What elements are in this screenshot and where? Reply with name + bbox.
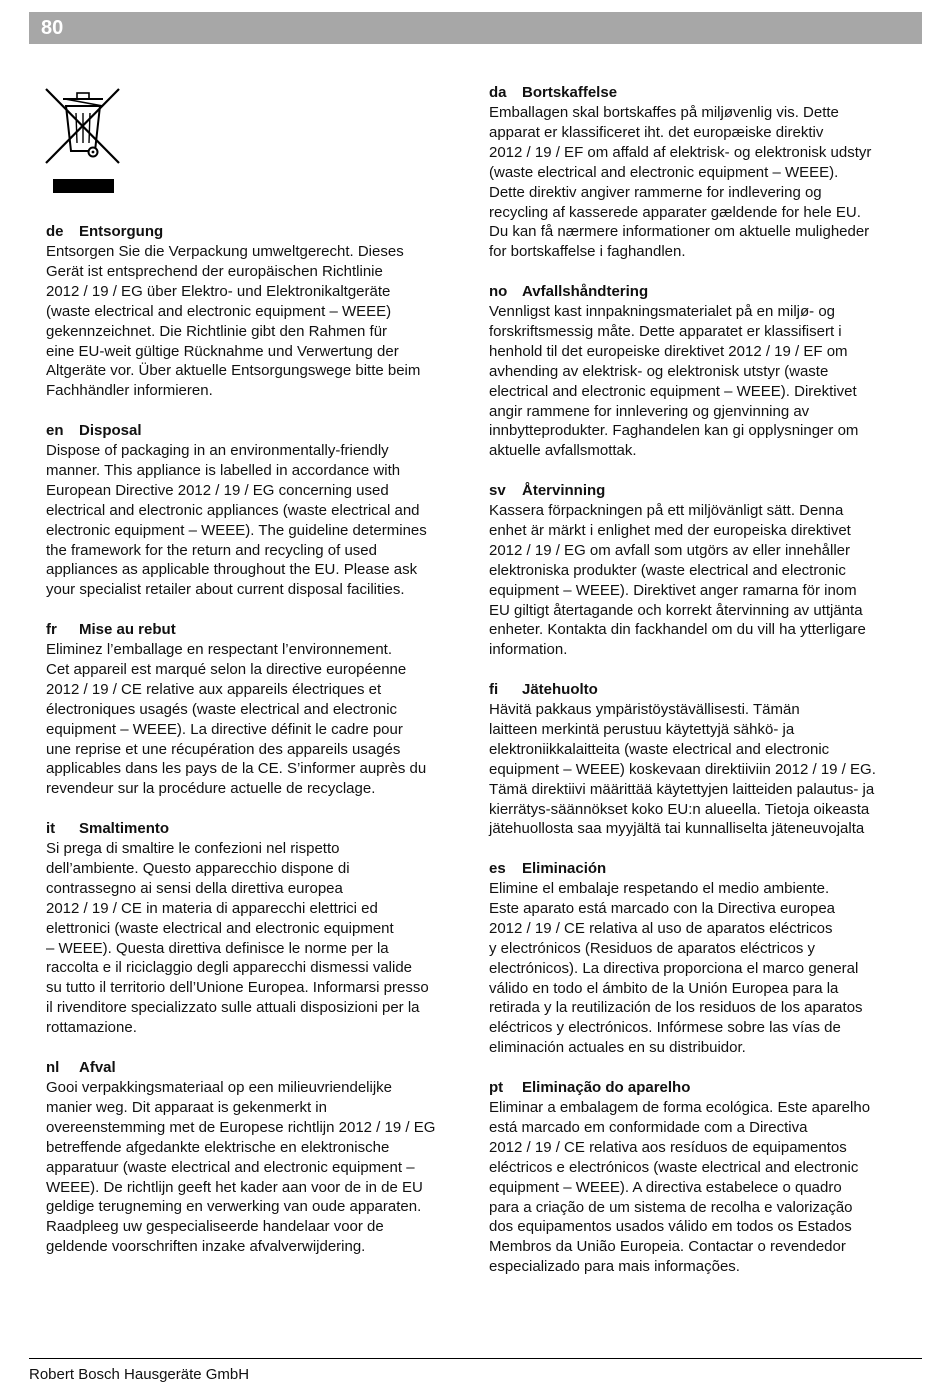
body-line: your specialist retailer about current disposal facilities.	[46, 581, 405, 599]
body-line: 2012 / 19 / CE relativa al uso de aparatos eléctricos	[489, 919, 833, 937]
section-heading	[489, 282, 909, 302]
body-line: Si prega di smaltire le confezioni nel rispetto	[46, 840, 340, 857]
body-line: equipment – WEEE) koskevaan direktiiviin 2012 / 19 / EG.	[489, 760, 876, 778]
body-line: apparat er klassificeret iht. det europæiske direktiv	[489, 123, 824, 141]
disposal-section-sv	[489, 481, 909, 660]
body-line: innbytteprodukter. Faghandelen kan gi opplysninger om	[489, 422, 859, 440]
body-line: revendeur sur la procédure actuelle de recyclage.	[46, 780, 376, 798]
section-title: Återvinning	[522, 482, 606, 499]
body-line: electrical and electronic equipment – WEEE). Direktivet	[489, 382, 857, 400]
section-body	[46, 839, 464, 1038]
body-line: Tämä direktiivi määrittää käytettyjen laitteiden palautus- ja	[489, 780, 875, 798]
body-line: rottamazione.	[46, 1019, 137, 1037]
language-code: pt	[489, 1079, 504, 1096]
disposal-section-en	[46, 421, 464, 600]
section-heading	[46, 222, 464, 242]
body-line: WEEE). De richtlijn geeft het kader aan voor de in de EU	[46, 1178, 423, 1196]
body-line: 2012 / 19 / CE relative aux appareils électriques et	[46, 680, 382, 698]
section-heading	[46, 620, 464, 640]
body-line: the framework for the return and recycling of used	[46, 541, 377, 559]
body-line: geldende voorschriften inzake afvalverwijdering.	[46, 1238, 366, 1256]
language-code: en	[46, 422, 64, 439]
language-code: fr	[46, 621, 57, 638]
body-line: Elimine el embalaje respetando el medio ambiente.	[489, 880, 830, 897]
body-line: enheter. Kontakta din fackhandel om du vill ha ytterligare	[489, 621, 866, 639]
body-line: Entsorgen Sie die Verpackung umweltgerecht. Dieses	[46, 243, 404, 260]
body-line: eliminación actuales en su distribuidor.	[489, 1039, 746, 1057]
section-body	[489, 700, 909, 839]
body-line: retirada y la reutilización de los residuos de los aparatos	[489, 999, 863, 1017]
body-line: Dette direktiv angiver rammerne for indlevering og	[489, 183, 822, 201]
body-line: elektroniikkalaitteita (waste electrical and electronic	[489, 740, 830, 758]
crossed-out-wheelie-bin-icon	[43, 85, 123, 195]
body-line: Fachhändler informieren.	[46, 382, 213, 400]
section-body	[46, 441, 464, 600]
body-line: jätehuollosta saa myyjältä tai kunnalliselta jäteneuvojalta	[489, 820, 865, 838]
body-line: válido en todo el ámbito de la Unión Europea para la	[489, 979, 839, 997]
body-line: dell’ambiente. Questo apparecchio dispone di	[46, 859, 350, 877]
body-line: kierrätys-säännökset koko EU:n alueella. Tietoja oikeasta	[489, 800, 870, 818]
footer-company-name: Robert Bosch Hausgeräte GmbH	[29, 1366, 250, 1383]
body-line: Du kan få nærmere informationer om aktuelle muligheder	[489, 223, 870, 241]
body-line: geldige terugneming en verwerking van oude apparaten.	[46, 1198, 422, 1216]
disposal-section-nl	[46, 1058, 464, 1257]
body-line: 2012 / 19 / EF om affald af elektrisk- og elektronisk udstyr	[489, 143, 872, 161]
body-line: aktuelle avfallsmottak.	[489, 442, 637, 460]
page-number: 80	[41, 17, 64, 39]
language-code: nl	[46, 1059, 60, 1076]
language-code: it	[46, 820, 56, 837]
body-line: Cet appareil est marqué selon la directive européenne	[46, 660, 407, 678]
body-line: betreffende afgedankte elektrische en elektronische	[46, 1138, 390, 1156]
body-line: for bortskaffelse i faghandlen.	[489, 243, 686, 261]
body-line: (waste electrical and electronic equipment – WEEE)	[46, 302, 392, 320]
body-line: 2012 / 19 / CE relativa aos resíduos de equipamentos	[489, 1138, 847, 1156]
section-title: Entsorgung	[79, 223, 164, 240]
body-line: eléctricos y electrónicos. Infórmese sobre las vías de	[489, 1019, 841, 1037]
body-line: une reprise et une récupération des appareils usagés	[46, 740, 401, 758]
body-line: especializado para mais informações.	[489, 1258, 740, 1276]
disposal-section-fi	[489, 680, 909, 839]
disposal-section-da	[489, 83, 909, 262]
section-body	[489, 879, 909, 1058]
section-body	[489, 501, 909, 660]
body-line: angir rammene for innlevering og gjenvinning av	[489, 402, 810, 420]
body-line: electronic equipment – WEEE). The guideline determines	[46, 521, 427, 539]
body-line: appliances as applicable throughout the EU. Please ask	[46, 561, 418, 579]
body-line: elektroniska produkter (waste electrical and electronic	[489, 561, 846, 579]
body-line: equipment – WEEE). A directiva estabelece o quadro	[489, 1178, 842, 1196]
section-heading	[46, 421, 464, 441]
disposal-section-it	[46, 819, 464, 1038]
body-line: equipment – WEEE). La directive définit le cadre pour	[46, 720, 403, 738]
disposal-section-es	[489, 859, 909, 1058]
body-line: gekennzeichnet. Die Richtlinie gibt den Rahmen für	[46, 322, 388, 340]
body-line: electrical and electronic appliances (waste electrical and	[46, 501, 420, 519]
body-line: Gerät ist entsprechend der europäischen Richtlinie	[46, 262, 383, 280]
body-line: Altgeräte vor. Über aktuelle Entsorgungswege bitte beim	[46, 362, 421, 380]
body-line: Eliminez l’emballage en respectant l’environnement.	[46, 641, 393, 658]
language-code: de	[46, 223, 64, 240]
body-line: Membros da União Europeia. Contactar o revendedor	[489, 1238, 846, 1256]
section-title: Avfallshåndtering	[522, 283, 649, 300]
page-header-bar	[29, 12, 922, 44]
section-title: Jätehuolto	[522, 681, 598, 698]
section-body	[46, 1078, 464, 1257]
body-line: Raadpleeg uw gespecialiseerde handelaar voor de	[46, 1218, 384, 1236]
section-title: Eliminação do aparelho	[522, 1079, 691, 1096]
body-line: information.	[489, 641, 568, 659]
disposal-section-no	[489, 282, 909, 461]
section-heading	[489, 859, 909, 879]
body-line: henhold til det europeiske direktivet 2012 / 19 / EF om	[489, 342, 848, 360]
section-heading	[489, 481, 909, 501]
body-line: electrónicos). La directiva proporciona el marco general	[489, 959, 859, 977]
body-line: électroniques usagés (waste electrical and electronic	[46, 700, 398, 718]
body-line: 2012 / 19 / EG om avfall som utgörs av eller innehåller	[489, 541, 851, 559]
body-line: enhet är märkt i enlighet med der europeiska direktivet	[489, 521, 851, 539]
body-line: Gooi verpakkingsmateriaal op een milieuvriendelijke	[46, 1079, 393, 1096]
body-line: elettronici (waste electrical and electronic equipment	[46, 919, 394, 937]
section-title: Bortskaffelse	[522, 84, 618, 101]
section-body	[46, 640, 464, 799]
body-line: forskriftsmessig måte. Dette apparatet er klassifisert i	[489, 322, 842, 340]
disposal-section-pt	[489, 1078, 909, 1277]
language-code: da	[489, 84, 507, 101]
body-line: dos equipamentos usados válido em todos os Estados	[489, 1218, 852, 1236]
body-line: apparatuur (waste electrical and electronic equipment –	[46, 1158, 415, 1176]
body-line: Este aparato está marcado con la Directiva europea	[489, 899, 836, 917]
body-line: manner. This appliance is labelled in accordance with	[46, 461, 401, 479]
section-body	[489, 302, 909, 461]
section-body	[489, 103, 909, 262]
body-line: equipment – WEEE). Direktivet anger ramarna för inom	[489, 581, 857, 599]
section-heading	[489, 680, 909, 700]
body-line: European Directive 2012 / 19 / EG concerning used	[46, 481, 389, 499]
body-line: eine EU-weit gültige Rücknahme und Verwertung der	[46, 342, 399, 360]
body-line: (waste electrical and electronic equipment – WEEE).	[489, 163, 839, 181]
language-code: fi	[489, 681, 499, 698]
body-line: 2012 / 19 / CE in materia di apparecchi elettrici ed	[46, 899, 378, 917]
body-line: está marcado em conformidade com a Directiva	[489, 1118, 808, 1136]
body-line: raccolta e il riciclaggio degli apparecchi dismessi valide	[46, 959, 413, 977]
body-line: Kassera förpackningen på ett miljövänligt sätt. Denna	[489, 502, 844, 519]
section-heading	[46, 819, 464, 839]
disposal-section-fr	[46, 620, 464, 799]
body-line: su tutto il territorio dell’Unione Europea. Informarsi presso	[46, 979, 429, 997]
body-line: avhending av elektrisk- og elektronisk utstyr (waste	[489, 362, 829, 380]
section-body	[46, 242, 464, 401]
body-line: laitteen merkintä perustuu käytettyjä sähkö- ja	[489, 720, 795, 738]
disposal-section-de	[46, 222, 464, 401]
section-title: Smaltimento	[79, 820, 170, 837]
body-line: para a criação de um sistema de recolha e valorização	[489, 1198, 853, 1216]
body-line: Vennligst kast innpakningsmaterialet på en miljø- og	[489, 303, 836, 320]
body-line: contrassegno ai sensi della direttiva europea	[46, 879, 343, 897]
body-line: 2012 / 19 / EG über Elektro- und Elektronikaltgeräte	[46, 282, 391, 300]
section-body	[489, 1098, 909, 1277]
body-line: Hävitä pakkaus ympäristöystävällisesti. Tämän	[489, 701, 800, 718]
section-heading	[489, 1078, 909, 1098]
body-line: y electrónicos (Residuos de aparatos eléctricos y	[489, 939, 815, 957]
body-line: – WEEE). Questa direttiva definisce le norme per la	[46, 939, 389, 957]
body-line: EU giltigt återtagande och korrekt återvinning av uttjänta	[489, 601, 863, 619]
body-line: Eliminar a embalagem de forma ecológica. Este aparelho	[489, 1099, 871, 1116]
footer-divider	[29, 1358, 922, 1359]
language-code: sv	[489, 482, 506, 499]
body-line: eléctricos e electrónicos (waste electrical and electronic	[489, 1158, 859, 1176]
section-title: Disposal	[79, 422, 142, 439]
section-heading	[489, 83, 909, 103]
language-code: es	[489, 860, 506, 877]
language-code: no	[489, 283, 508, 300]
body-line: overeenstemming met de Europese richtlijn 2012 / 19 / EG	[46, 1118, 436, 1136]
section-title: Mise au rebut	[79, 621, 176, 638]
body-line: Emballagen skal bortskaffes på miljøvenlig vis. Dette	[489, 104, 839, 121]
section-title: Afval	[79, 1059, 116, 1076]
body-line: recycling af kasserede apparater gældende for hele EU.	[489, 203, 861, 221]
body-line: il rivenditore specializzato sulle attuali disposizioni per la	[46, 999, 420, 1017]
body-line: applicables dans les pays de la CE. S’informer auprès du	[46, 760, 427, 778]
section-heading	[46, 1058, 464, 1078]
section-title: Eliminación	[522, 860, 607, 877]
body-line: Dispose of packaging in an environmentally-friendly	[46, 442, 389, 459]
body-line: manier weg. Dit apparaat is gekenmerkt in	[46, 1098, 327, 1116]
